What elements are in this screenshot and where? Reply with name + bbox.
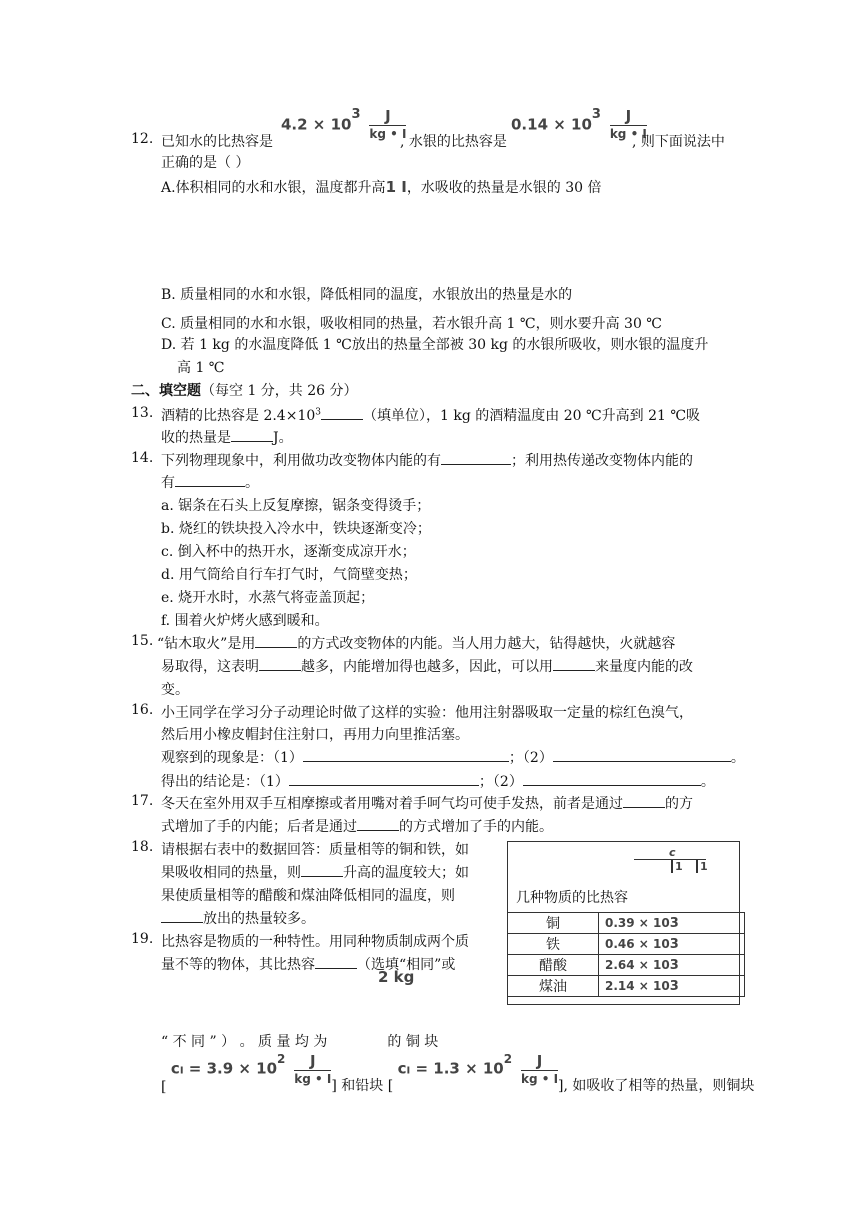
q16-blank-conclude-2[interactable] <box>523 771 701 786</box>
table-row <box>508 955 745 976</box>
q12-text-c: , 则下面说法中 <box>632 134 725 150</box>
q12-text-b: , 水银的比热容是 <box>400 134 507 150</box>
q14-item-d: d. 用气筒给自行车打气时，气筒壁变热； <box>161 567 417 583</box>
table-row <box>508 913 745 934</box>
q14-blank-transfer[interactable] <box>175 472 245 487</box>
q14-line2: 有 。 <box>161 472 259 492</box>
q15-line3: 变。 <box>161 682 189 698</box>
table-header-unit-1: 1 <box>671 860 683 873</box>
q13-number: 13. <box>131 405 154 421</box>
q14-item-a: a. 锯条在石头上反复摩擦，锯条变得烫手； <box>161 498 431 514</box>
q13-blank-unit[interactable] <box>321 405 363 420</box>
q18-number: 18. <box>131 839 154 855</box>
q14-item-b: b. 烧红的铁块投入冷水中，铁块逐渐变冷； <box>161 521 431 537</box>
q15-blank-method[interactable] <box>255 633 297 648</box>
q15-line1: “钻木取火”是用 的方式改变物体的内能。当人用力越大，钻得越快，火就越容 <box>157 633 675 653</box>
q14-item-e: e. 烧开水时，水蒸气将壶盖顶起； <box>161 590 375 606</box>
q19-line4: [ cI = 3.9 × 102 $\frac{J}{kg • I}$ ] 和铅块 [ cI = 1.3 × 102 $\frac{J}{kg • I}$ ], 如吸收了相等的热量，则铜块 <box>161 1052 755 1095</box>
q12-line2: 正确的是（ ） <box>161 155 250 171</box>
q15-line2: 易取得，这表明 越多，内能增加得也越多，因此，可以用 来量度内能的改 <box>161 656 693 676</box>
q14-item-f: f. 围着火炉烤火感到暖和。 <box>161 613 329 629</box>
table-cell-value: 2.14 × 103 <box>599 976 745 997</box>
q15-blank-quantity[interactable] <box>259 656 301 671</box>
q13-line2: 收的热量是 J。 <box>161 427 293 447</box>
table-cell-value: 0.46 × 103 <box>599 934 745 955</box>
q12-option-d-line1: D. 若 1 kg 的水温度降低 1 ℃放出的热量全部被 30 kg 的水银所吸收，则水银的温度升 <box>161 337 709 353</box>
q17-blank-1[interactable] <box>623 793 665 808</box>
q18-line3: 果使质量相等的醋酸和煤油降低相同的温度，则 <box>161 888 455 904</box>
table-title: 几种物质的比热容 <box>516 890 628 906</box>
q19-blank-same[interactable] <box>315 954 357 969</box>
q17-number: 17. <box>131 793 154 809</box>
q19-lead-formula: cI = 1.3 × 102 $\frac{J}{kg • I}$ <box>397 1052 559 1086</box>
q17-line1: 冬天在室外用双手互相摩擦或者用嘴对着手呵气均可使手发热，前者是通过 的方 <box>161 793 693 813</box>
table-cell-name: 铁 <box>508 934 599 955</box>
q14-blank-work[interactable] <box>441 450 511 465</box>
table-cell-name: 醋酸 <box>508 955 599 976</box>
q19-line2: 量不等的物体，其比热容 （选填“相同”或 <box>161 954 455 974</box>
table-header-symbol: c <box>669 846 676 859</box>
q16-line2: 然后用小橡皮帽封住注射口，再用力向里推活塞。 <box>161 727 469 743</box>
q16-blank-conclude-1[interactable] <box>289 771 479 786</box>
q18-line2: 果吸收相同的热量，则 升高的温度较大；如 <box>161 862 469 882</box>
q17-blank-2[interactable] <box>357 816 399 831</box>
q19-line1: 比热容是物质的一种特性。用同种物质制成两个质 <box>161 934 469 950</box>
q19-copper-formula: cI = 3.9 × 102 $\frac{J}{kg • I}$ <box>170 1052 332 1086</box>
q18-blank-1[interactable] <box>301 862 343 877</box>
q12-option-c: C. 质量相同的水和水银，吸收相同的热量，若水银升高 1 ℃，则水要升高 30 ℃ <box>161 316 662 332</box>
q16-blank-observe-2[interactable] <box>553 747 731 762</box>
q18-blank-2[interactable] <box>161 908 203 923</box>
q19-number: 19. <box>131 931 154 947</box>
table-row <box>508 976 745 997</box>
q19-mass-label: 2 kg <box>378 968 415 986</box>
table-header-unit-2: 1 <box>696 860 708 873</box>
section-title: 二、填空题（每空 1 分，共 26 分） <box>131 383 358 399</box>
q12-option-d-line2: 高 1 ℃ <box>177 360 225 376</box>
q18-line1: 请根据右表中的数据回答：质量相等的铜和铁，如 <box>161 842 469 858</box>
q16-line1: 小王同学在学习分子动理论时做了这样的实验：他用注射器吸取一定量的棕红色溴气， <box>161 705 693 721</box>
q12-text-a: 已知水的比热容是 <box>161 134 273 150</box>
q12-number: 12. <box>131 131 154 147</box>
q15-blank-measure[interactable] <box>553 656 595 671</box>
q14-item-c: c. 倒入杯中的热开水，逐渐变成凉开水； <box>161 544 416 560</box>
q17-line2: 式增加了手的内能；后者是通过 的方式增加了手的内能。 <box>161 816 553 836</box>
q14-line1: 下列物理现象中，利用做功改变物体内能的有 ；利用热传递改变物体内能的 <box>161 450 693 470</box>
q16-blank-observe-1[interactable] <box>303 747 509 762</box>
q19-line3: “ 不 同 ” ） 。 质 量 均 为 的 铜 块 <box>161 1034 439 1050</box>
table-cell-name: 铜 <box>508 913 599 934</box>
q13-blank-heat[interactable] <box>231 427 273 442</box>
q18-line4: 放出的热量较多。 <box>161 908 315 928</box>
q12-mercury-capacity-formula: 0.14 × 103 $\frac{J}{kg • I}$ <box>511 107 647 141</box>
q13-line1: 酒精的比热容是 $2.4\times 10^3$ （填单位），1 kg 的酒精温度由 20 ℃升高到 21 ℃吸 <box>161 405 700 425</box>
q12-option-a: A.体积相同的水和水银，温度都升高1 I，水吸收的热量是水银的 30 倍 <box>161 178 602 196</box>
table-cell-value: 2.64 × 103 <box>599 955 745 976</box>
q12-option-b: B. 质量相同的水和水银，降低相同的温度，水银放出的热量是水的 <box>161 287 573 303</box>
q14-number: 14. <box>131 450 154 466</box>
table-cell-name: 煤油 <box>508 976 599 997</box>
table-row <box>508 934 745 955</box>
specific-heat-rows <box>507 912 745 997</box>
q16-number: 16. <box>131 702 154 718</box>
q12-water-capacity-formula: 4.2 × 103 $\frac{J}{kg • I}$ <box>281 107 407 141</box>
q16-line4: 得出的结论是：（1） ；（2） 。 <box>161 771 715 791</box>
q16-line3: 观察到的现象是：（1） ；（2） 。 <box>161 747 745 767</box>
q15-number: 15. <box>131 633 154 649</box>
table-cell-value: 0.39 × 103 <box>599 913 745 934</box>
